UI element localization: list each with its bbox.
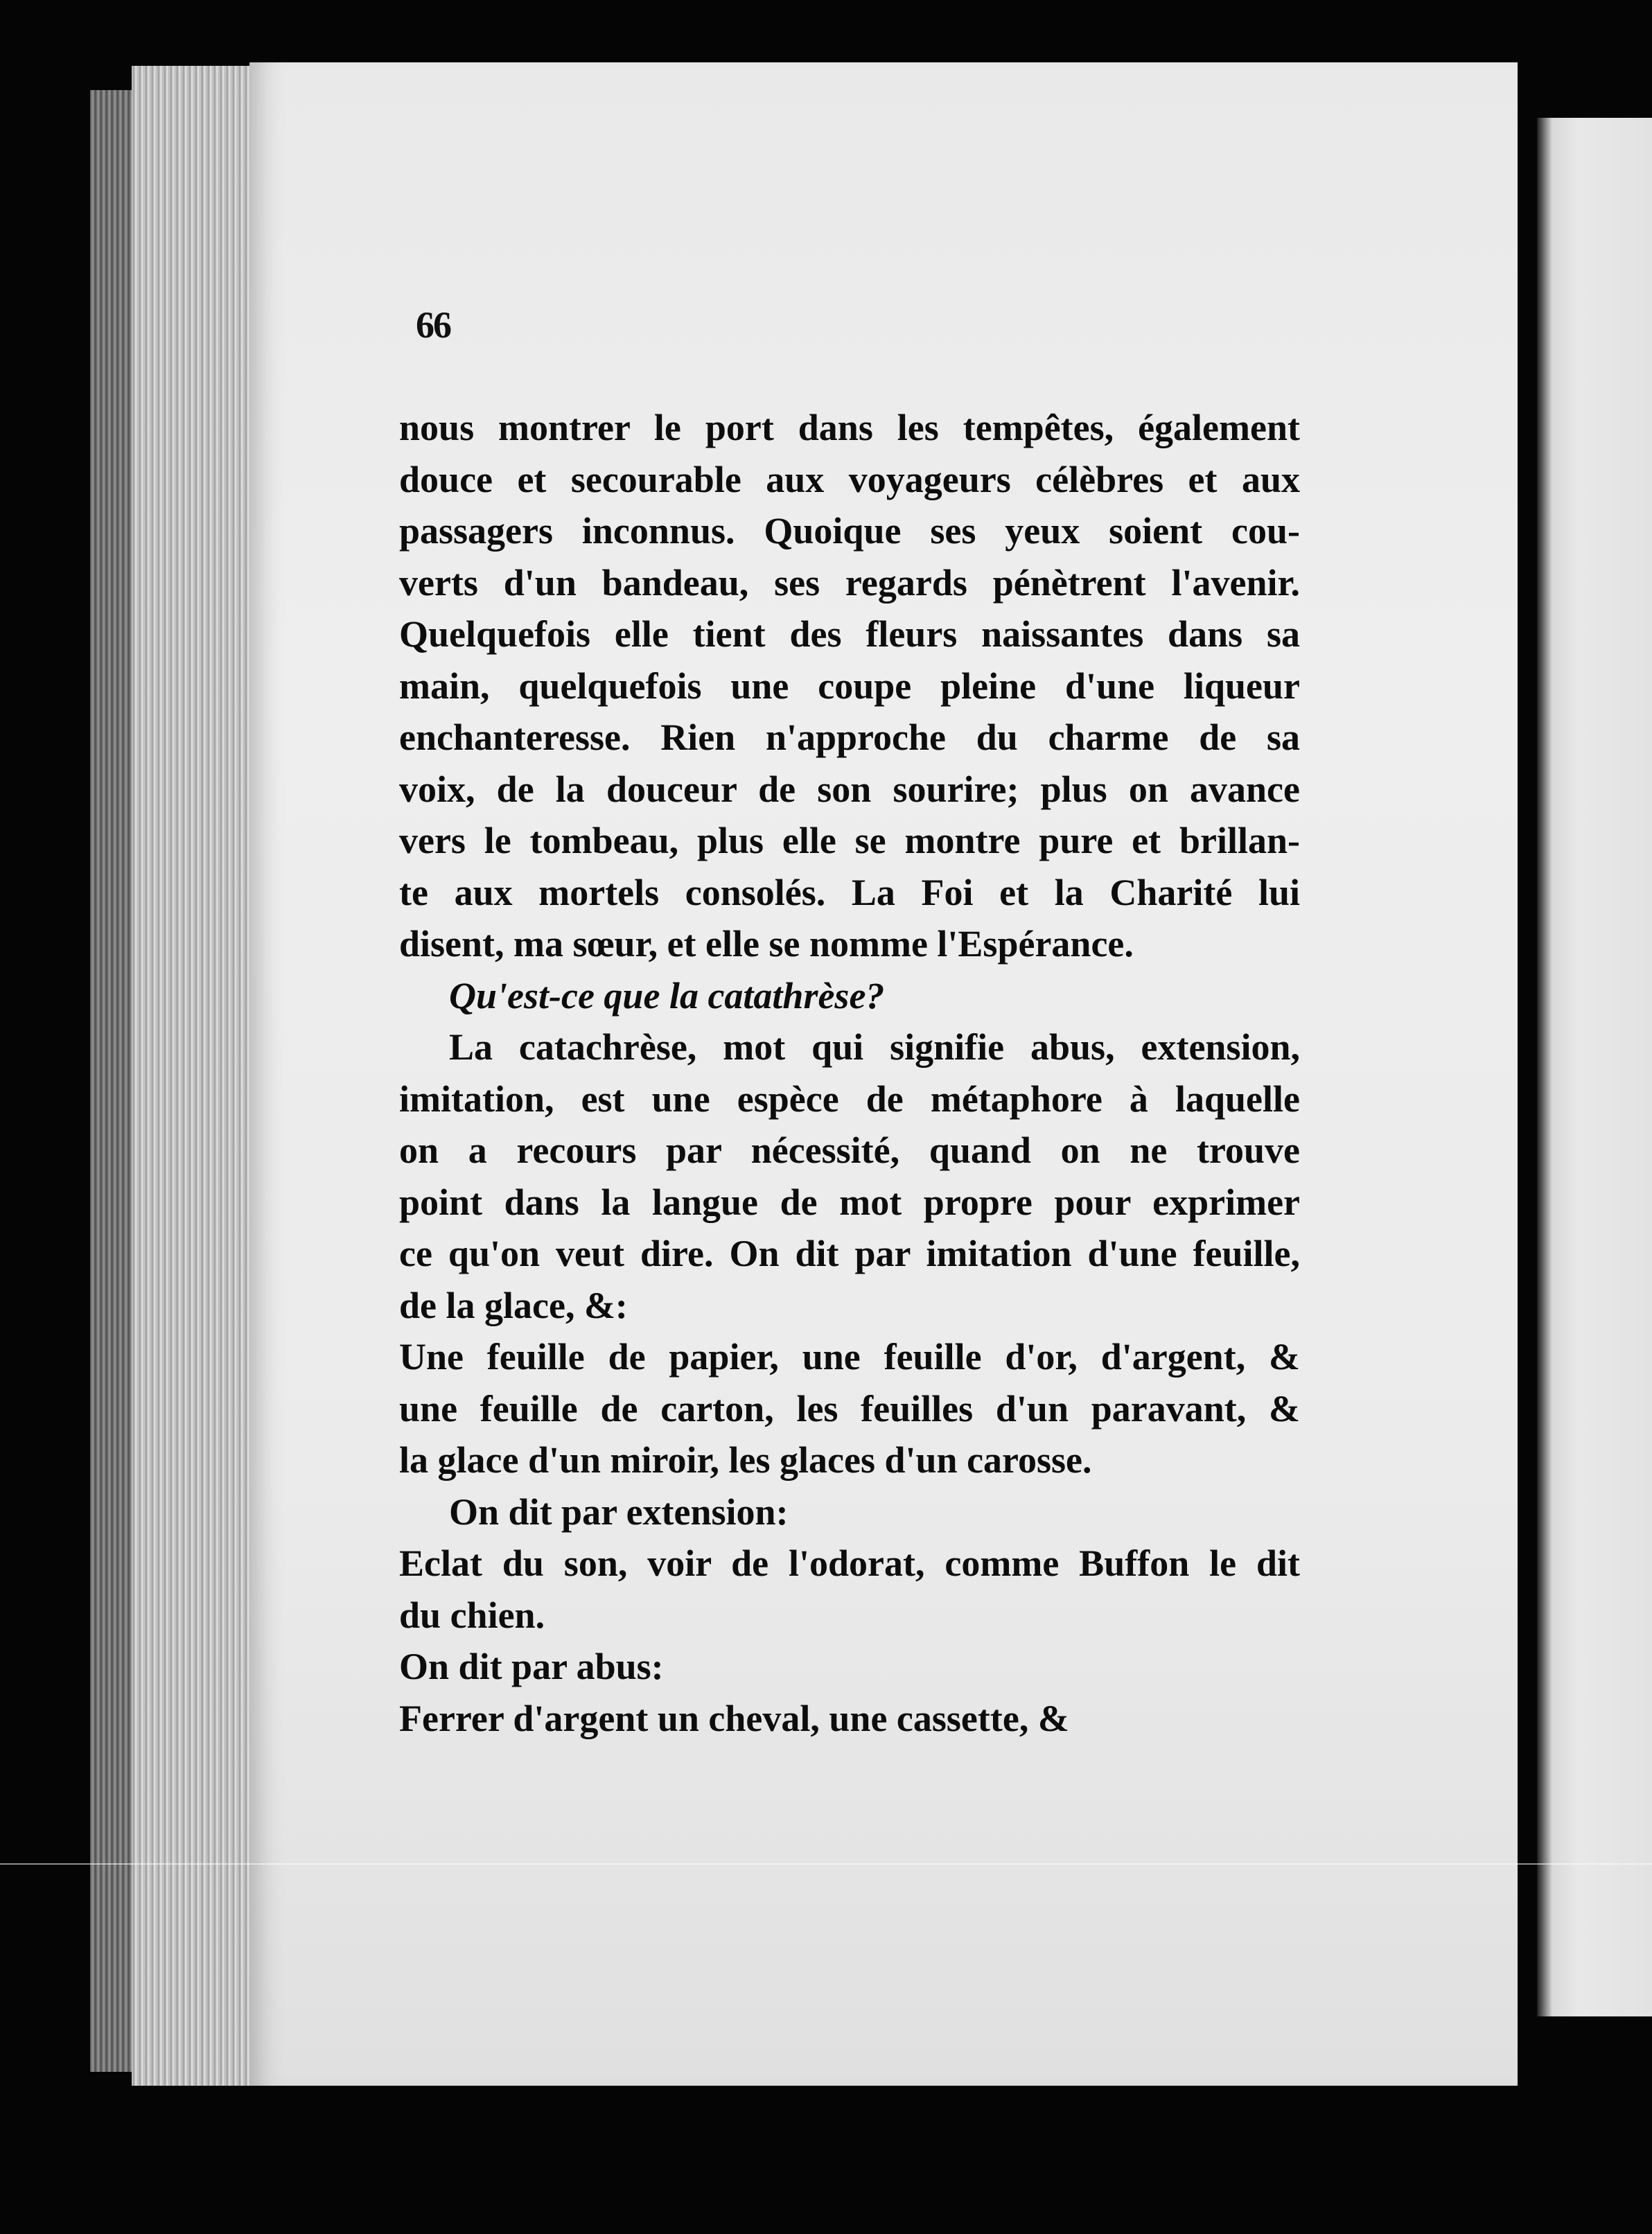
text-line: douce et secourable aux voyageurs célèbres et aux	[399, 458, 1300, 500]
body-text	[399, 402, 1300, 1744]
text-line: On dit par abus:	[399, 1646, 664, 1687]
facing-page-edge	[1537, 118, 1652, 2016]
text-line: du chien.	[399, 1594, 545, 1636]
text-line: on a recours par nécessité, quand on ne trouve	[399, 1129, 1300, 1171]
text-line: vers le tombeau, plus elle se montre pure et brillan-	[399, 820, 1300, 861]
text-line: imitation, est une espèce de métaphore à laquelle	[399, 1078, 1300, 1120]
text-line: voix, de la douceur de son sourire; plus on avance	[399, 768, 1300, 810]
text-line: verts d'un bandeau, ses regards pénètrent l'avenir.	[399, 561, 1300, 604]
text-line: Ferrer d'argent un cheval, une cassette, &	[399, 1697, 1069, 1739]
scan-artifact-line	[0, 1863, 1652, 1865]
text-line: une feuille de carton, les feuilles d'un paravant, &	[399, 1387, 1300, 1430]
text-line: La catachrèse, mot qui signifie abus, extension,	[449, 1026, 1300, 1068]
text-line: la glace d'un miroir, les glaces d'un carosse.	[399, 1439, 1092, 1481]
text-line: On dit par extension:	[449, 1490, 789, 1533]
text-line: disent, ma sœur, et elle se nomme l'Espérance.	[399, 923, 1134, 965]
text-line: enchanteresse. Rien n'approche du charme de sa	[399, 716, 1300, 758]
question-heading: Qu'est-ce que la catathrèse?	[449, 974, 885, 1017]
text-line: de la glace, &:	[399, 1284, 628, 1326]
page-number: 66	[416, 304, 450, 346]
text-line: passagers inconnus. Quoique ses yeux soient cou-	[399, 510, 1300, 552]
text-line: nous montrer le port dans les tempêtes, également	[399, 407, 1300, 448]
text-line: point dans la langue de mot propre pour exprimer	[399, 1181, 1300, 1223]
text-line: Une feuille de papier, une feuille d'or, d'argent, &	[399, 1336, 1300, 1378]
text-line: Eclat du son, voir de l'odorat, comme Buffon le dit	[399, 1542, 1300, 1584]
text-line: Quelquefois elle tient des fleurs naissantes dans sa	[399, 613, 1300, 655]
page-edges	[132, 66, 263, 2086]
text-line: ce qu'on veut dire. On dit par imitation d'une feuille,	[399, 1233, 1300, 1274]
text-line: main, quelquefois une coupe pleine d'une liqueur	[399, 665, 1300, 707]
text-line: te aux mortels consolés. La Foi et la Charité lui	[399, 871, 1300, 913]
